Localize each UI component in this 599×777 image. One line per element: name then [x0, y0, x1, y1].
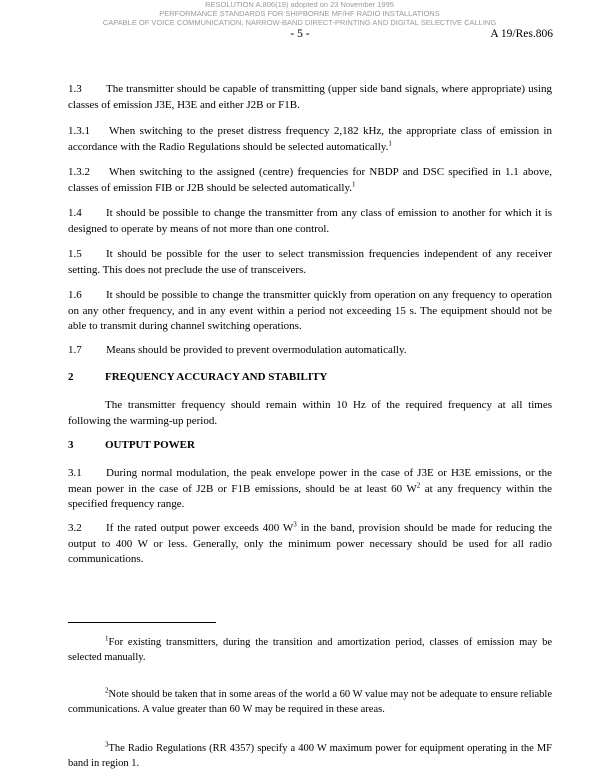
section-2-body: The transmitter frequency should remain within 10 Hz of the required frequency at all times following the warming-up period.: [68, 399, 552, 427]
footnote-mark: 1: [105, 634, 109, 643]
footnote-reference[interactable]: 3: [293, 520, 297, 529]
footnote-reference[interactable]: 1: [352, 179, 356, 188]
paragraph-number: 1.3.2: [68, 166, 90, 178]
paragraph-1-6: [68, 288, 552, 335]
paragraph-number: 1.3.1: [68, 125, 90, 137]
footnote-text: For existing transmitters, during the transition and amortization period, classes of emission may be selected manually.: [68, 637, 552, 663]
paragraph-text: When switching to the preset distress frequency 2,182 kHz, the appropriate class of emission in accordance with the Radio Regulations should be selected automatically.: [68, 125, 552, 153]
footnote-reference[interactable]: 2: [416, 480, 421, 489]
footnote-3: [68, 742, 552, 771]
section-heading-2: [68, 371, 327, 383]
footnote-reference[interactable]: 1: [388, 138, 392, 147]
paragraph-text: Means should be provided to prevent overmodulation automatically.: [106, 344, 407, 356]
paragraph-1-5: [68, 247, 552, 278]
running-header-line-1: RESOLUTION A.806(19) adopted on 23 November 1995: [205, 0, 394, 9]
footnote-mark: 2: [105, 686, 109, 695]
paragraph-text: If the rated output power exceeds 400 W: [106, 522, 294, 534]
footnote-mark: 3: [105, 740, 109, 749]
paragraph-text: During normal modulation, the peak envelope power in the case of J3E or H3E emissions, or the mean power in the case of J2B or F1B emissions, should be at least 60 W: [68, 467, 552, 495]
paragraph-number: 1.4: [68, 207, 82, 219]
paragraph-text: It should be possible to change the transmitter from any class of emission to another for which it is designed to operate by means of not more than one control.: [68, 207, 552, 235]
footnote-2: [68, 688, 552, 717]
document-reference: A 19/Res.806: [490, 28, 553, 40]
paragraph-3-2: [68, 521, 552, 568]
paragraph-number: 1.6: [68, 289, 82, 301]
running-header-line-3: CAPABLE OF VOICE COMMUNICATION, NARROW-BAND DIRECT-PRINTING AND DIGITAL SELECTIVE CALLING: [102, 18, 497, 27]
paragraph-text: It should be possible to change the transmitter quickly from operation on any frequency to operation on any other frequency, and in any event within a period not exceeding 15 s. The equipment should not be able to transmit during channel switching operations.: [68, 289, 552, 332]
footnote-text: The Radio Regulations (RR 4357) specify a 400 W maximum power for equipment operating in the MF band in region 1.: [68, 743, 552, 769]
paragraph-number: 1.5: [68, 248, 82, 260]
section-number: 3: [68, 439, 74, 451]
running-header-line-2: PERFORMANCE STANDARDS FOR SHIPBORNE MF/HF RADIO INSTALLATIONS: [159, 9, 440, 18]
paragraph-text: When switching to the assigned (centre) frequencies for NBDP and DSC specified in 1.1 above, classes of emission FIB or J2B should be selected automatically.: [68, 166, 552, 194]
paragraph-1-3-2: [68, 165, 552, 196]
page-number: - 5 -: [290, 28, 310, 40]
paragraph-number: 1.7: [68, 344, 82, 356]
paragraph-number: 3.2: [68, 522, 82, 534]
section-title: OUTPUT POWER: [105, 439, 195, 451]
section-heading-3: [68, 439, 195, 451]
paragraph-1-7: [68, 343, 552, 359]
section-title: FREQUENCY ACCURACY AND STABILITY: [105, 371, 328, 383]
footnote-text: Note should be taken that in some areas of the world a 60 W value may not be adequate to ensure reliable communications. A value greater than 60 W may be required in these areas.: [68, 689, 552, 715]
paragraph-1-4: [68, 206, 552, 237]
paragraph-number: 3.1: [68, 467, 82, 479]
paragraph-text: The transmitter should be capable of transmitting (upper side band signals, where appropriate) using classes of emission J3E, H3E and either J2B or F1B.: [68, 83, 552, 111]
paragraph-1-3: [68, 82, 552, 113]
paragraph-text-continued: at any frequency within the specified frequency range.: [68, 482, 552, 510]
paragraph-text: It should be possible for the user to select transmission frequencies independent of any receiver setting. This does not preclude the use of transceivers.: [68, 248, 552, 276]
footnote-1: [68, 636, 552, 665]
paragraph-text-continued: in the band, provision should be made for reducing the output to 400 W or less. Generally, only the minimum power necessary should be used for all radio communications.: [68, 522, 552, 565]
paragraph-1-3-1: [68, 124, 552, 155]
footnote-separator: [68, 622, 216, 623]
section-number: 2: [68, 371, 74, 383]
paragraph-number: 1.3: [68, 83, 82, 95]
paragraph-3-1: [68, 466, 552, 513]
